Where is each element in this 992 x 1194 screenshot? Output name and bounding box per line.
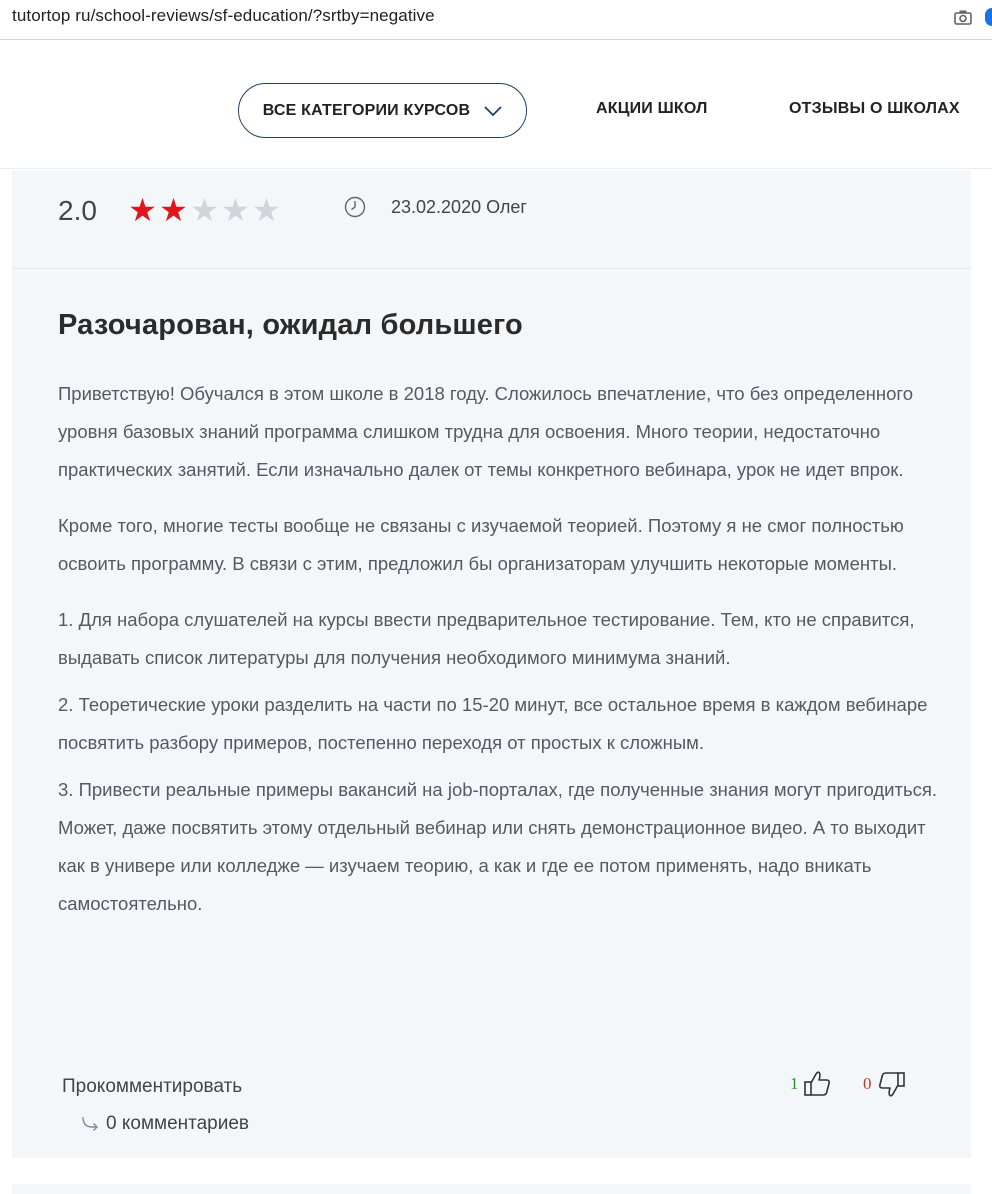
- review-list-item: 1. Для набора слушателей на курсы ввести предварительное тестирование. Тем, кто не справится, выдавать список литературы для получения необходимого минимума знаний.: [58, 609, 915, 668]
- like-count: 1: [790, 1074, 799, 1093]
- review-paragraph: Кроме того, многие тесты вообще не связаны с изучаемой теорией. Поэтому я не смог полностью освоить программу. В связи с этим, предложил бы организаторам улучшить некоторые моменты.: [58, 515, 904, 574]
- star-icon: ★: [159, 192, 188, 228]
- nav-link-reviews[interactable]: ОТЗЫВЫ О ШКОЛАХ: [789, 100, 960, 117]
- thumbs-down-icon: [876, 1070, 906, 1098]
- review-card: [12, 170, 971, 1158]
- review-list-item: 3. Привести реальные примеры вакансий на job-порталах, где полученные знания могут пригодиться. Может, даже посвятить этому отдельный вебинар или снять демонстрационное видео. А то выходит как в универе или колледже — изучаем теорию, а как и где ее потом применять, надо вникать самостоятельно.: [58, 779, 938, 914]
- review-paragraph: Приветствую! Обучался в этом школе в 2018 году. Сложилось впечатление, что без определенного уровня базовых знаний программа слишком трудна для освоения. Много теории, недостаточно практических занятий. Если изначально далек от темы конкретного вебинара, урок не идет впрок.: [58, 383, 914, 480]
- star-icon: ★: [190, 192, 219, 228]
- clock-icon: [344, 196, 366, 218]
- nav-link-promos[interactable]: АКЦИИ ШКОЛ: [596, 100, 708, 117]
- dislike-count: 0: [863, 1074, 872, 1093]
- reply-arrow-icon: [80, 1116, 100, 1132]
- comment-button[interactable]: Прокомментировать: [62, 1076, 243, 1097]
- url-text[interactable]: tutortop ru/school-reviews/sf-education/?srtby=negative: [12, 6, 435, 25]
- review-date-author: 23.02.2020 Олег: [391, 197, 527, 217]
- next-review-card: [12, 1184, 971, 1194]
- star-icon: ★: [221, 192, 250, 228]
- review-list-item: 2. Теоретические уроки разделить на части по 15-20 минут, все остальное время в каждом вебинаре посвятить разбору примеров, постепенно переходя от простых к сложным.: [58, 694, 928, 753]
- dislike-button[interactable]: [863, 1070, 906, 1098]
- comments-count-label: 0 комментариев: [106, 1113, 250, 1134]
- review-meta: [12, 170, 971, 269]
- all-categories-label: ВСЕ КАТЕГОРИИ КУРСОВ: [262, 101, 471, 119]
- rating-stars: [127, 194, 282, 226]
- all-categories-button[interactable]: [238, 83, 527, 138]
- profile-icon[interactable]: [985, 8, 992, 26]
- star-icon: ★: [128, 192, 157, 228]
- comments-count[interactable]: [80, 1113, 249, 1135]
- like-button[interactable]: [790, 1070, 833, 1098]
- review-title: Разочарован, ожидал большего: [58, 309, 523, 341]
- camera-icon[interactable]: [953, 8, 973, 26]
- address-bar[interactable]: [0, 0, 992, 40]
- star-icon: ★: [252, 192, 281, 228]
- rating-value: 2.0: [58, 195, 97, 226]
- review-text: [58, 375, 942, 932]
- chevron-down-icon: [484, 105, 502, 117]
- thumbs-up-icon: [803, 1070, 833, 1098]
- site-navigation: [0, 41, 992, 169]
